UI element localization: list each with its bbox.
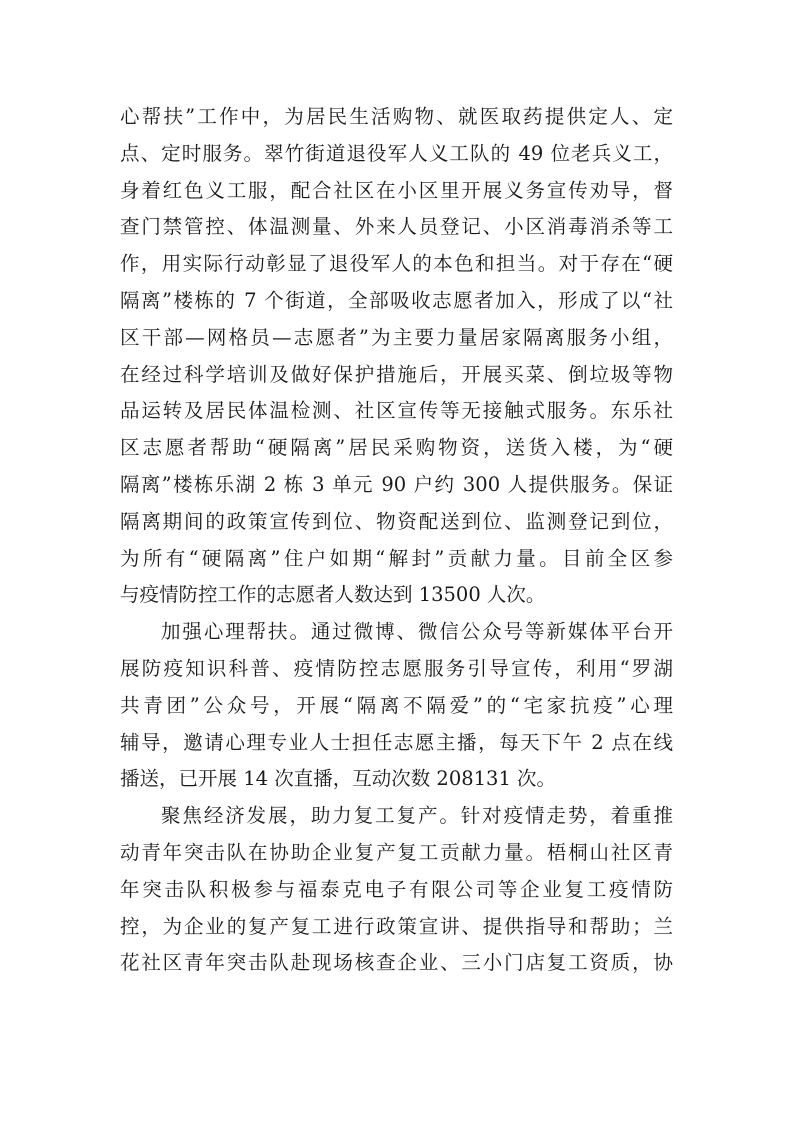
text-line: 辅导，邀请心理专业人士担任志愿主播，每天下午 2 点在线 — [120, 730, 673, 754]
text-line: 隔离”楼栋的 7 个街道，全部吸收志愿者加入，形成了以“社 — [120, 288, 673, 312]
body-text — [120, 99, 673, 982]
paragraph-volunteer-services — [120, 99, 673, 614]
paragraph-economic-recovery — [120, 798, 673, 982]
text-line: 点、定时服务。翠竹街道退役军人义工队的 49 位老兵义工， — [120, 141, 673, 165]
text-line: 动青年突击队在协助企业复产复工贡献力量。梧桐山社区青 — [120, 840, 673, 864]
text-line: 心帮扶”工作中，为居民生活购物、就医取药提供定人、定 — [120, 105, 673, 128]
text-line: 在经过科学培训及做好保护措施后，开展买菜、倒垃圾等物 — [120, 362, 673, 386]
text-line: 聚焦经济发展，助力复工复产。针对疫情走势，着重推 — [161, 804, 673, 828]
text-line: 花社区青年突击队赴现场核查企业、三小门店复工资质，协 — [120, 951, 673, 975]
text-line: 身着红色义工服，配合社区在小区里开展义务宣传劝导，督 — [120, 178, 673, 202]
text-line: 品运转及居民体温检测、社区宣传等无接触式服务。东乐社 — [120, 399, 673, 423]
paragraph-psychological-support — [120, 614, 673, 798]
text-line: 控，为企业的复产复工进行政策宣讲、提供指导和帮助；兰 — [120, 914, 673, 938]
text-line: 隔离”楼栋乐湖 2 栋 3 单元 90 户约 300 人提供服务。保证 — [120, 472, 673, 496]
text-line: 区干部—网格员—志愿者”为主要力量居家隔离服务小组， — [120, 325, 673, 349]
text-line: 区志愿者帮助“硬隔离”居民采购物资，送货入楼，为“硬 — [120, 436, 673, 460]
text-line: 年突击队积极参与福泰克电子有限公司等企业复工疫情防 — [120, 877, 673, 901]
text-line: 隔离期间的政策宣传到位、物资配送到位、监测登记到位， — [120, 509, 673, 533]
text-line: 加强心理帮扶。通过微博、微信公众号等新媒体平台开 — [161, 620, 673, 644]
text-line: 共青团”公众号，开展“隔离不隔爱”的“宅家抗疫”心理 — [120, 693, 673, 717]
text-line: 与疫情防控工作的志愿者人数达到 13500 人次。 — [120, 583, 546, 607]
text-line: 展防疫知识科普、疫情防控志愿服务引导宣传，利用“罗湖 — [120, 656, 673, 680]
text-line: 播送，已开展 14 次直播，互动次数 208131 次。 — [120, 767, 557, 791]
text-line: 为所有“硬隔离”住户如期“解封”贡献力量。目前全区参 — [120, 546, 673, 570]
text-line: 作，用实际行动彰显了退役军人的本色和担当。对于存在“硬 — [120, 252, 673, 276]
text-line: 查门禁管控、体温测量、外来人员登记、小区消毒消杀等工 — [120, 215, 673, 239]
